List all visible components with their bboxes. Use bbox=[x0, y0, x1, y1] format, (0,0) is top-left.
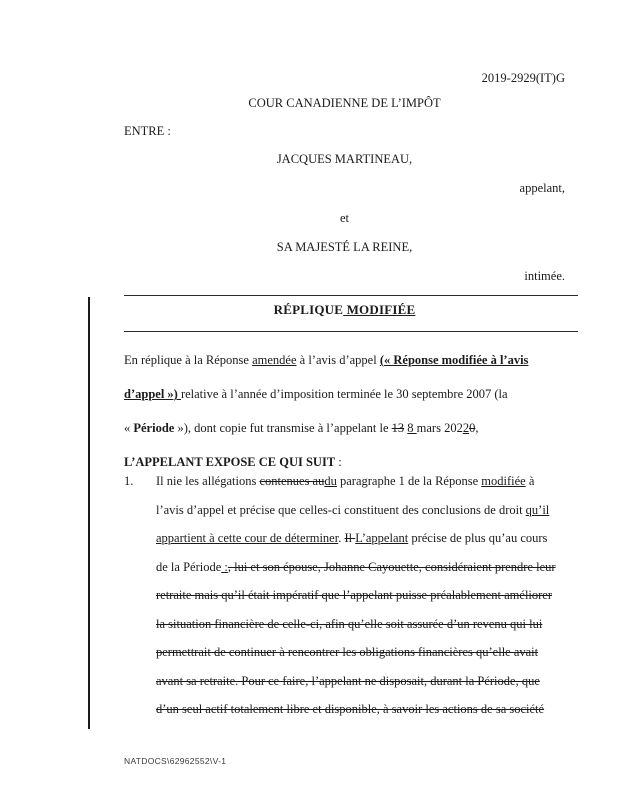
paragraph-line bbox=[156, 531, 547, 546]
intro-line bbox=[124, 353, 528, 368]
text-segment: Il nie les allégations bbox=[156, 474, 260, 488]
text-segment: . bbox=[338, 531, 345, 545]
revision-change-bar bbox=[88, 297, 90, 729]
intro-line bbox=[124, 421, 478, 436]
text-segment: précise de plus qu’au cours bbox=[408, 531, 548, 545]
heading-top-rule bbox=[124, 295, 578, 296]
text-segment: L’appelant bbox=[355, 531, 409, 545]
text-segment: RÉPLIQUE bbox=[273, 302, 344, 317]
text-segment: , bbox=[475, 421, 479, 435]
text-segment: relative à l’année d’imposition terminée le 30 septembre 2007 (la bbox=[180, 387, 508, 401]
footer-document-id: NATDOCS\62962552\V-1 bbox=[124, 756, 227, 766]
text-segment: qu’il bbox=[525, 502, 550, 517]
text-segment: appartient à cette cour de déterminer bbox=[156, 531, 339, 545]
respondent-role: intimée. bbox=[524, 269, 565, 283]
text-segment: amendée bbox=[252, 353, 297, 367]
text-segment: En réplique à la Réponse bbox=[124, 353, 253, 367]
paragraph-line bbox=[156, 674, 540, 689]
paragraph-number: 1. bbox=[124, 474, 134, 488]
text-segment: de la Période bbox=[156, 559, 222, 574]
text-segment: « bbox=[124, 421, 134, 435]
appellant-name: JACQUES MARTINEAU, bbox=[276, 152, 413, 166]
text-segment: : bbox=[335, 455, 342, 469]
text-segment: du bbox=[324, 474, 337, 488]
text-segment: avant sa retraite. Pour ce faire, l’appelant ne disposait, durant la Période, que bbox=[156, 673, 540, 688]
paragraph-line bbox=[156, 474, 534, 489]
conjunction: et bbox=[339, 211, 350, 225]
text-segment: la situation financière de celle-ci, afin qu’elle soit assurée d’un revenu qui lui bbox=[156, 616, 543, 631]
text-segment: : bbox=[221, 559, 228, 574]
paragraph-line bbox=[156, 588, 552, 603]
text-segment: l’avis d’appel et précise que celles-ci constituent des conclusions de droit bbox=[156, 502, 526, 517]
paragraph-line bbox=[156, 645, 538, 660]
text-segment: L’APPELANT EXPOSE CE QUI SUIT bbox=[124, 455, 336, 469]
text-segment: contenues au bbox=[259, 474, 325, 488]
text-segment: 13 bbox=[391, 421, 405, 435]
text-segment: »), dont copie fut transmise à l’appelant le bbox=[174, 421, 392, 435]
text-segment: , lui et son épouse, Johanne Cayouette, considéraient prendre leur bbox=[227, 559, 556, 574]
between-label: ENTRE : bbox=[124, 124, 171, 138]
text-segment: mars 202 bbox=[416, 421, 463, 435]
text-segment: à l’avis d’appel bbox=[296, 353, 380, 367]
text-segment: modifiée bbox=[481, 474, 526, 488]
intro-line bbox=[124, 455, 342, 470]
intro-line bbox=[124, 387, 508, 402]
text-segment: paragraphe 1 de la Réponse bbox=[336, 474, 482, 488]
paragraph-line bbox=[156, 617, 542, 632]
docket-number: 2019-2929(IT)G bbox=[481, 71, 565, 85]
paragraph-line bbox=[156, 560, 556, 575]
text-segment: à bbox=[525, 474, 535, 488]
text-segment: retraite mais qu’il était impératif que l’appelant puisse préalablement améliorer bbox=[156, 588, 553, 602]
text-segment: 2 bbox=[462, 421, 470, 435]
paragraph-line bbox=[156, 503, 549, 518]
respondent-name: SA MAJESTÉ LA REINE, bbox=[276, 240, 413, 254]
text-segment: Il bbox=[344, 531, 356, 545]
text-segment: Période bbox=[133, 421, 175, 435]
paragraph-line bbox=[156, 702, 544, 717]
text-segment: d’un seul actif totalement libre et disponible, à savoir les actions de sa société bbox=[156, 702, 545, 716]
heading-bottom-rule bbox=[124, 331, 578, 332]
text-segment: permettrait de continuer à rencontrer les obligations financières qu’elle avait bbox=[156, 645, 539, 659]
text-segment: 0 bbox=[469, 421, 476, 435]
appellant-role: appelant, bbox=[519, 181, 565, 195]
text-segment: (« Réponse modifiée à l’avis bbox=[379, 353, 529, 367]
court-title: COUR CANADIENNE DE L’IMPÔT bbox=[248, 96, 441, 110]
text-segment: MODIFIÉE bbox=[343, 302, 416, 317]
text-segment: d’appel ») bbox=[124, 387, 181, 401]
text-segment: 8 bbox=[407, 421, 417, 435]
document-title bbox=[124, 302, 565, 317]
